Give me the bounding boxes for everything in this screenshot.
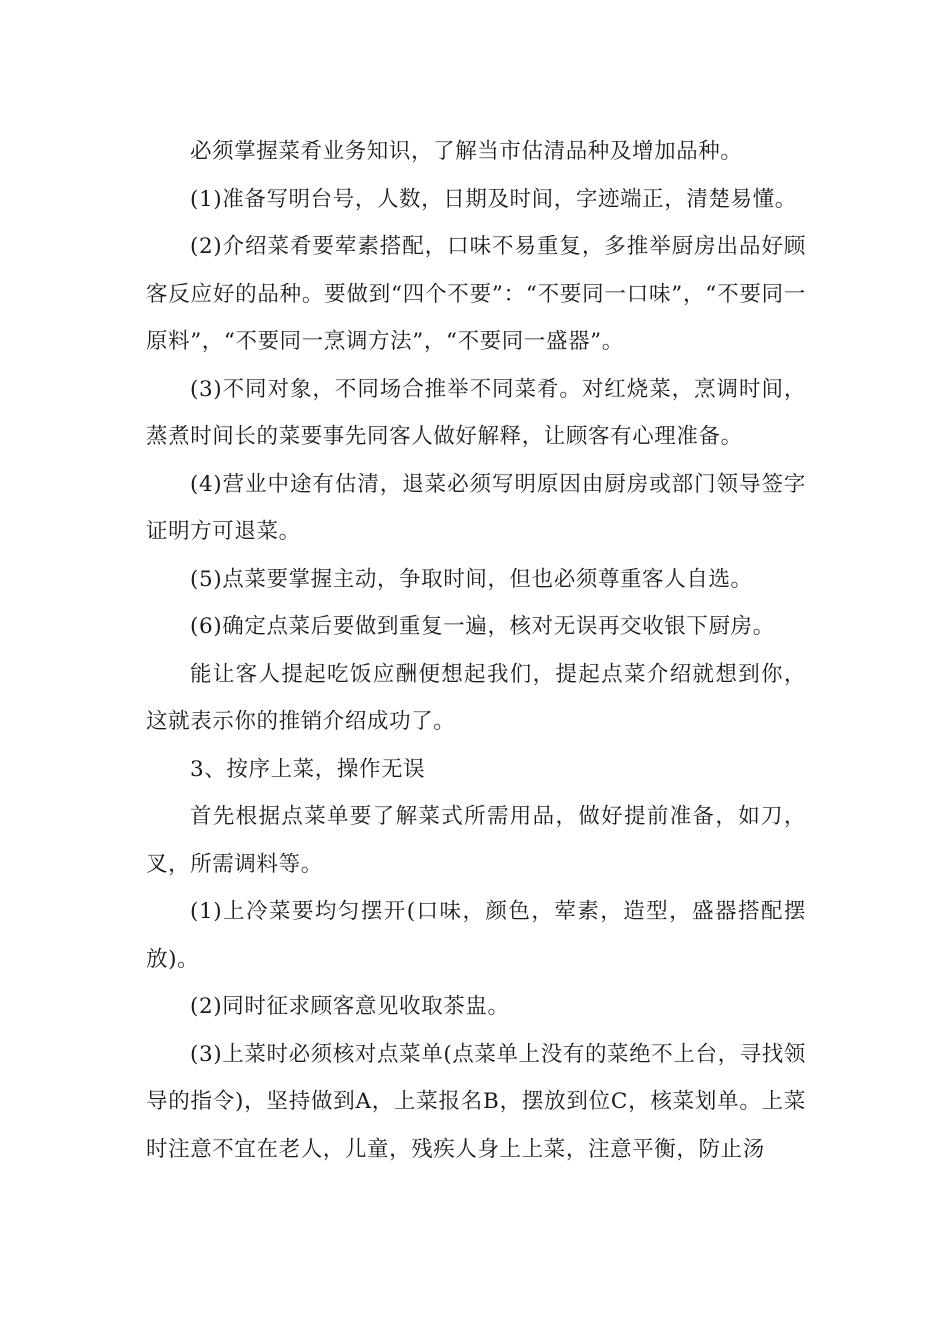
paragraph-5: (4)营业中途有估清，退菜必须写明原因由厨房或部门领导签字证明方可退菜。	[146, 471, 806, 544]
paragraph-10: 首先根据点菜单要了解菜式所需用品，做好提前准备，如刀，叉，所需调料等。	[146, 804, 806, 877]
paragraph-7: (6)确定点菜后要做到重复一遍，核对无误再交收银下厨房。	[190, 614, 775, 639]
paragraph-6: (5)点菜要掌握主动，争取时间，但也必须尊重客人自选。	[190, 566, 753, 592]
paragraph-2: (1)准备写明台号，人数，日期及时间，字迹端正，清楚易懂。	[190, 186, 797, 212]
paragraph-13: (3)上菜时必须核对点菜单(点菜单上没有的菜绝不上台，寻找领导的指令)，坚持做到A，上菜报名B，摆放到位C，核菜划单。上菜时注意不宜在老人，儿童，残疾人身上上菜，注意平衡，防止汤	[146, 1041, 806, 1162]
paragraph-4: (3)不同对象，不同场合推举不同菜肴。对红烧菜，烹调时间，蒸煮时间长的菜要事先同客人做好解释，让顾客有心理准备。	[146, 376, 806, 449]
paragraph-3: (2)介绍菜肴要荤素搭配，口味不易重复，多推举厨房出品好顾客反应好的品种。要做到“四个不要”：“不要同一口味”，“不要同一原料”，“不要同一烹调方法”，“不要同一盛器”。	[146, 234, 806, 354]
paragraph-12: (2)同时征求顾客意见收取茶盅。	[190, 994, 510, 1019]
document-body	[146, 128, 806, 1173]
paragraph-11: (1)上冷菜要均匀摆开(口味，颜色，荤素，造型，盛器搭配摆放)。	[146, 899, 806, 972]
paragraph-8: 能让客人提起吃饭应酬便想起我们，提起点菜介绍就想到你，这就表示你的推销介绍成功了。	[146, 661, 806, 734]
section-heading: 3、按序上菜，操作无误	[190, 756, 426, 782]
paragraph-1: 必须掌握菜肴业务知识，了解当市估清品种及增加品种。	[190, 139, 743, 164]
